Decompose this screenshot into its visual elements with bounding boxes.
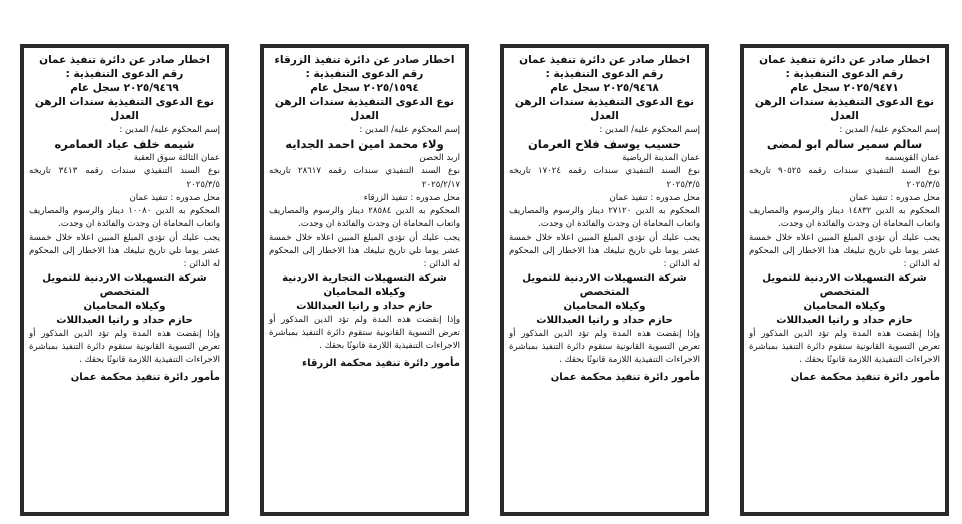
case-type: نوع الدعوى التنفيذية سندات الرهن العدل <box>514 96 695 122</box>
payment-instruction: يجب عليك أن تؤدي المبلغ المبين اعلاه خلال خمسة عشر يوما تلي تاريخ تبليغك هذا الاخطار إلى المحكوم له الدائن : <box>29 232 220 270</box>
notice-card <box>500 44 709 516</box>
warning-text: وإذا إنقضت هذه المدة ولم تؤد الدين المذكور أو تعرض التسوية القانونية ستقوم دائرة التنفيذ بمباشرة الاجراءات التنفيذية اللازمة قانونًا بحقك . <box>749 328 940 366</box>
bond-info: نوع السند التنفيذي سندات رقمه ٩٠٥٢٥ تاريخه ٢٠٢٥/٣/٥ <box>749 166 940 190</box>
agents-label: وكيلاه المحاميان <box>323 286 406 298</box>
debtor-name: شيمه خلف عياد العمامره <box>54 137 195 151</box>
warning-text: وإذا إنقضت هذه المدة ولم تؤد الدين المذكور أو تعرض التسوية القانونية ستقوم دائرة التنفيذ بمباشرة الاجراءات التنفيذية اللازمة قانونًا بحقك . <box>29 328 220 366</box>
case-number-label: رقم الدعوى التنفيذية : <box>785 68 904 80</box>
case-type: نوع الدعوى التنفيذية سندات الرهن العدل <box>274 96 455 122</box>
issue-place: محل صدوره : تنفيذ عمان <box>849 192 940 203</box>
creditor-name: شركة التسهيلات التجارية الاردنية <box>282 272 447 284</box>
debtor-address: عمان المدينة الرياضية <box>622 153 700 163</box>
case-number-label: رقم الدعوى التنفيذية : <box>65 68 184 80</box>
case-number: ٢٠٢٥/١٥٩٤ سجل عام <box>310 82 419 94</box>
amount-text: المحكوم به الدين ١٤٨٣٢ دينار والرسوم والمصاريف واتعاب المحاماة ان وجدت والفائدة ان وجدت. <box>749 206 940 230</box>
case-number-label: رقم الدعوى التنفيذية : <box>545 68 664 80</box>
notice-footer: مأمور دائرة تنفيذ محكمة الزرقاء <box>302 357 460 369</box>
notice-footer: مأمور دائرة تنفيذ محكمة عمان <box>550 371 700 383</box>
notice-header: اخطار صادر عن دائرة تنفيذ عمان <box>39 54 210 66</box>
debtor-label: إسم المحكوم عليه/ المدين : <box>359 125 460 135</box>
issue-place: محل صدوره : تنفيذ عمان <box>609 192 700 203</box>
agents-label: وكيلاه المحاميان <box>83 300 166 312</box>
debtor-address: عمان القويسمه <box>884 153 940 163</box>
agents-names: حازم حداد و رانيا العبداللات <box>536 314 673 326</box>
debtor-label: إسم المحكوم عليه/ المدين : <box>599 125 700 135</box>
debtor-address: عمان الثالثة سوق العقبة <box>133 153 220 163</box>
amount-text: المحكوم به الدين ٢٧١٢٠ دينار والرسوم والمصاريف واتعاب المحاماة ان وجدت والفائدة ان وجدت. <box>509 206 700 230</box>
creditor-name: شركة التسهيلات الاردنية للتمويل المتخصص <box>42 272 207 298</box>
notice-card <box>20 44 229 516</box>
debtor-label: إسم المحكوم عليه/ المدين : <box>839 125 940 135</box>
bond-info: نوع السند التنفيذي سندات رقمه ٢٨٦١٧ تاريخه ٢٠٢٥/٢/١٧ <box>269 166 460 190</box>
notice-header: اخطار صادر عن دائرة تنفيذ عمان <box>759 54 930 66</box>
payment-instruction: يجب عليك أن تؤدي المبلغ المبين اعلاه خلال خمسة عشر يوما تلي تاريخ تبليغك هذا الاخطار إلى المحكوم له الدائن : <box>509 232 700 270</box>
warning-text: وإذا إنقضت هذه المدة ولم تؤد الدين المذكور أو تعرض التسوية القانونية ستقوم دائرة التنفيذ بمباشرة الاجراءات التنفيذية اللازمة قانونًا بحقك . <box>269 314 460 352</box>
case-number: ٢٠٢٥/٩٤٦٩ سجل عام <box>70 82 179 94</box>
case-number: ٢٠٢٥/٩٤٦٨ سجل عام <box>550 82 659 94</box>
creditor-name: شركة التسهيلات الاردنية للتمويل المتخصص <box>522 272 687 298</box>
debtor-name: حسيب يوسف فلاح العرمان <box>527 137 682 151</box>
warning-text: وإذا إنقضت هذه المدة ولم تؤد الدين المذكور أو تعرض التسوية القانونية ستقوم دائرة التنفيذ بمباشرة الاجراءات التنفيذية اللازمة قانونًا بحقك . <box>509 328 700 366</box>
notice-footer: مأمور دائرة تنفيذ محكمة عمان <box>790 371 940 383</box>
debtor-name: ولاء محمد امين احمد الجدايه <box>285 137 444 151</box>
agents-names: حازم حداد و رانيا العبداللات <box>296 300 433 312</box>
agents-names: حازم حداد و رانيا العبداللات <box>56 314 193 326</box>
payment-instruction: يجب عليك أن تؤدي المبلغ المبين اعلاه خلال خمسة عشر يوما تلي تاريخ تبليغك هذا الاخطار إلى المحكوم له الدائن : <box>269 232 460 270</box>
case-number-label: رقم الدعوى التنفيذية : <box>305 68 424 80</box>
bond-info: نوع السند التنفيذي سندات رقمه ٣٤١٣ تاريخه ٢٠٢٥/٣/٥ <box>29 166 220 190</box>
notice-card <box>740 44 949 516</box>
notice-header: اخطار صادر عن دائرة تنفيذ الزرقاء <box>274 54 455 66</box>
amount-text: المحكوم به الدين ١٠٠٨٠ دينار والرسوم والمصاريف واتعاب المحاماة ان وجدت والفائدة ان وجدت. <box>29 206 220 230</box>
notice-footer: مأمور دائرة تنفيذ محكمة عمان <box>70 371 220 383</box>
case-type: نوع الدعوى التنفيذية سندات الرهن العدل <box>34 96 215 122</box>
notice-header: اخطار صادر عن دائرة تنفيذ عمان <box>519 54 690 66</box>
agents-label: وكيلاه المحاميان <box>563 300 646 312</box>
case-number: ٢٠٢٥/٩٤٧١ سجل عام <box>790 82 899 94</box>
agents-names: حازم حداد و رانيا العبداللات <box>776 314 913 326</box>
debtor-address: اربد الحصن <box>419 153 460 163</box>
debtor-name: سالم سمير سالم ابو لمضى <box>766 137 923 151</box>
debtor-label: إسم المحكوم عليه/ المدين : <box>119 125 220 135</box>
issue-place: محل صدوره : تنفيذ الزرقاء <box>363 192 460 203</box>
bond-info: نوع السند التنفيذي سندات رقمه ١٧٠٢٤ تاريخه ٢٠٢٥/٣/٥ <box>509 166 700 190</box>
notice-card <box>260 44 469 516</box>
case-type: نوع الدعوى التنفيذية سندات الرهن العدل <box>754 96 935 122</box>
agents-label: وكيلاه المحاميان <box>803 300 886 312</box>
payment-instruction: يجب عليك أن تؤدي المبلغ المبين اعلاه خلال خمسة عشر يوما تلي تاريخ تبليغك هذا الاخطار إلى المحكوم له الدائن : <box>749 232 940 270</box>
creditor-name: شركة التسهيلات الاردنية للتمويل المتخصص <box>762 272 927 298</box>
issue-place: محل صدوره : تنفيذ عمان <box>129 192 220 203</box>
amount-text: المحكوم به الدين ٢٨٥٨٤ دينار والرسوم والمصاريف واتعاب المحاماة ان وجدت والفائدة ان وجدت. <box>269 206 460 230</box>
